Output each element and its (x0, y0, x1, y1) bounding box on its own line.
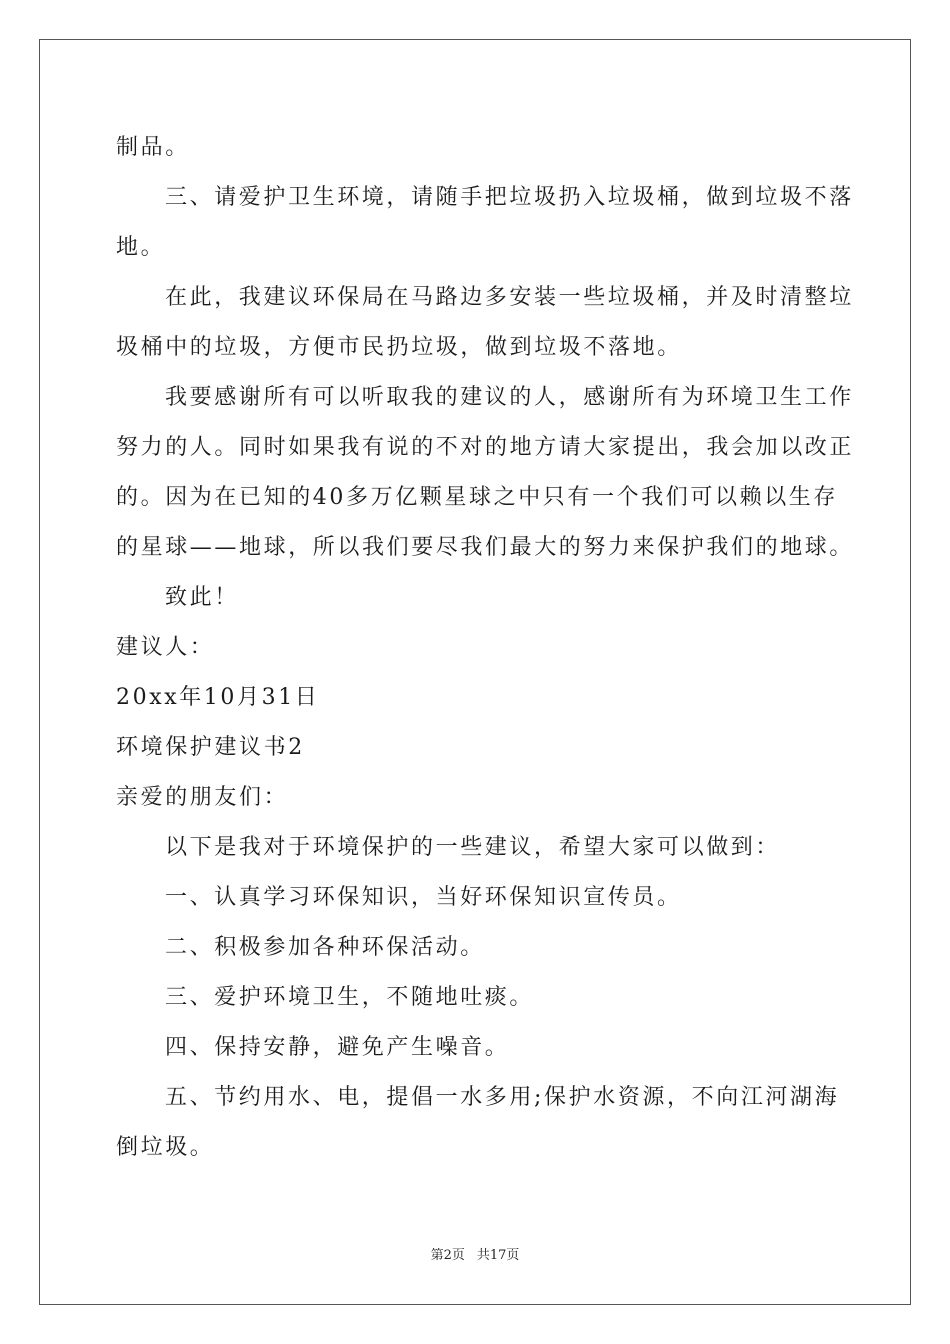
text-line: 圾桶中的垃圾，方便市民扔垃圾，做到垃圾不落地。 (116, 335, 682, 360)
list-item: 四、保持安静，避免产生噪音。 (165, 1035, 510, 1060)
document-body (116, 123, 855, 1173)
text-line: 三、请爱护卫生环境，请随手把垃圾扔入垃圾桶，做到垃圾不落 (165, 185, 854, 210)
date-line: 20xx年10月31日 (116, 685, 320, 710)
list-item: 三、爱护环境卫生，不随地吐痰。 (165, 985, 535, 1010)
closing-salutation: 致此！ (165, 585, 239, 610)
page-footer (0, 1244, 950, 1263)
page-number: 第2页 (430, 1248, 465, 1263)
greeting: 亲爱的朋友们： (116, 785, 289, 810)
text-line: 制品。 (116, 135, 190, 160)
list-item: 五、节约用水、电，提倡一水多用;保护水资源，不向江河湖海 (165, 1085, 840, 1110)
list-item: 一、认真学习环保知识，当好环保知识宣传员。 (165, 885, 682, 910)
signer-label: 建议人： (116, 635, 215, 660)
text-line: 的。因为在已知的40多万亿颗星球之中只有一个我们可以赖以生存 (116, 485, 838, 510)
text-line: 以下是我对于环境保护的一些建议，希望大家可以做到： (165, 835, 781, 860)
text-line: 在此，我建议环保局在马路边多安装一些垃圾桶，并及时清整垃 (165, 285, 854, 310)
text-line: 倒垃圾。 (116, 1135, 215, 1160)
text-line: 地。 (116, 235, 166, 260)
text-line: 的星球——地球，所以我们要尽我们最大的努力来保护我们的地球。 (116, 535, 855, 560)
list-item: 二、积极参加各种环保活动。 (165, 935, 485, 960)
section-title: 环境保护建议书2 (116, 735, 305, 760)
text-line: 我要感谢所有可以听取我的建议的人，感谢所有为环境卫生工作 (165, 385, 854, 410)
page-total: 共17页 (476, 1248, 520, 1263)
text-line: 努力的人。同时如果我有说的不对的地方请大家提出，我会加以改正 (116, 435, 855, 460)
